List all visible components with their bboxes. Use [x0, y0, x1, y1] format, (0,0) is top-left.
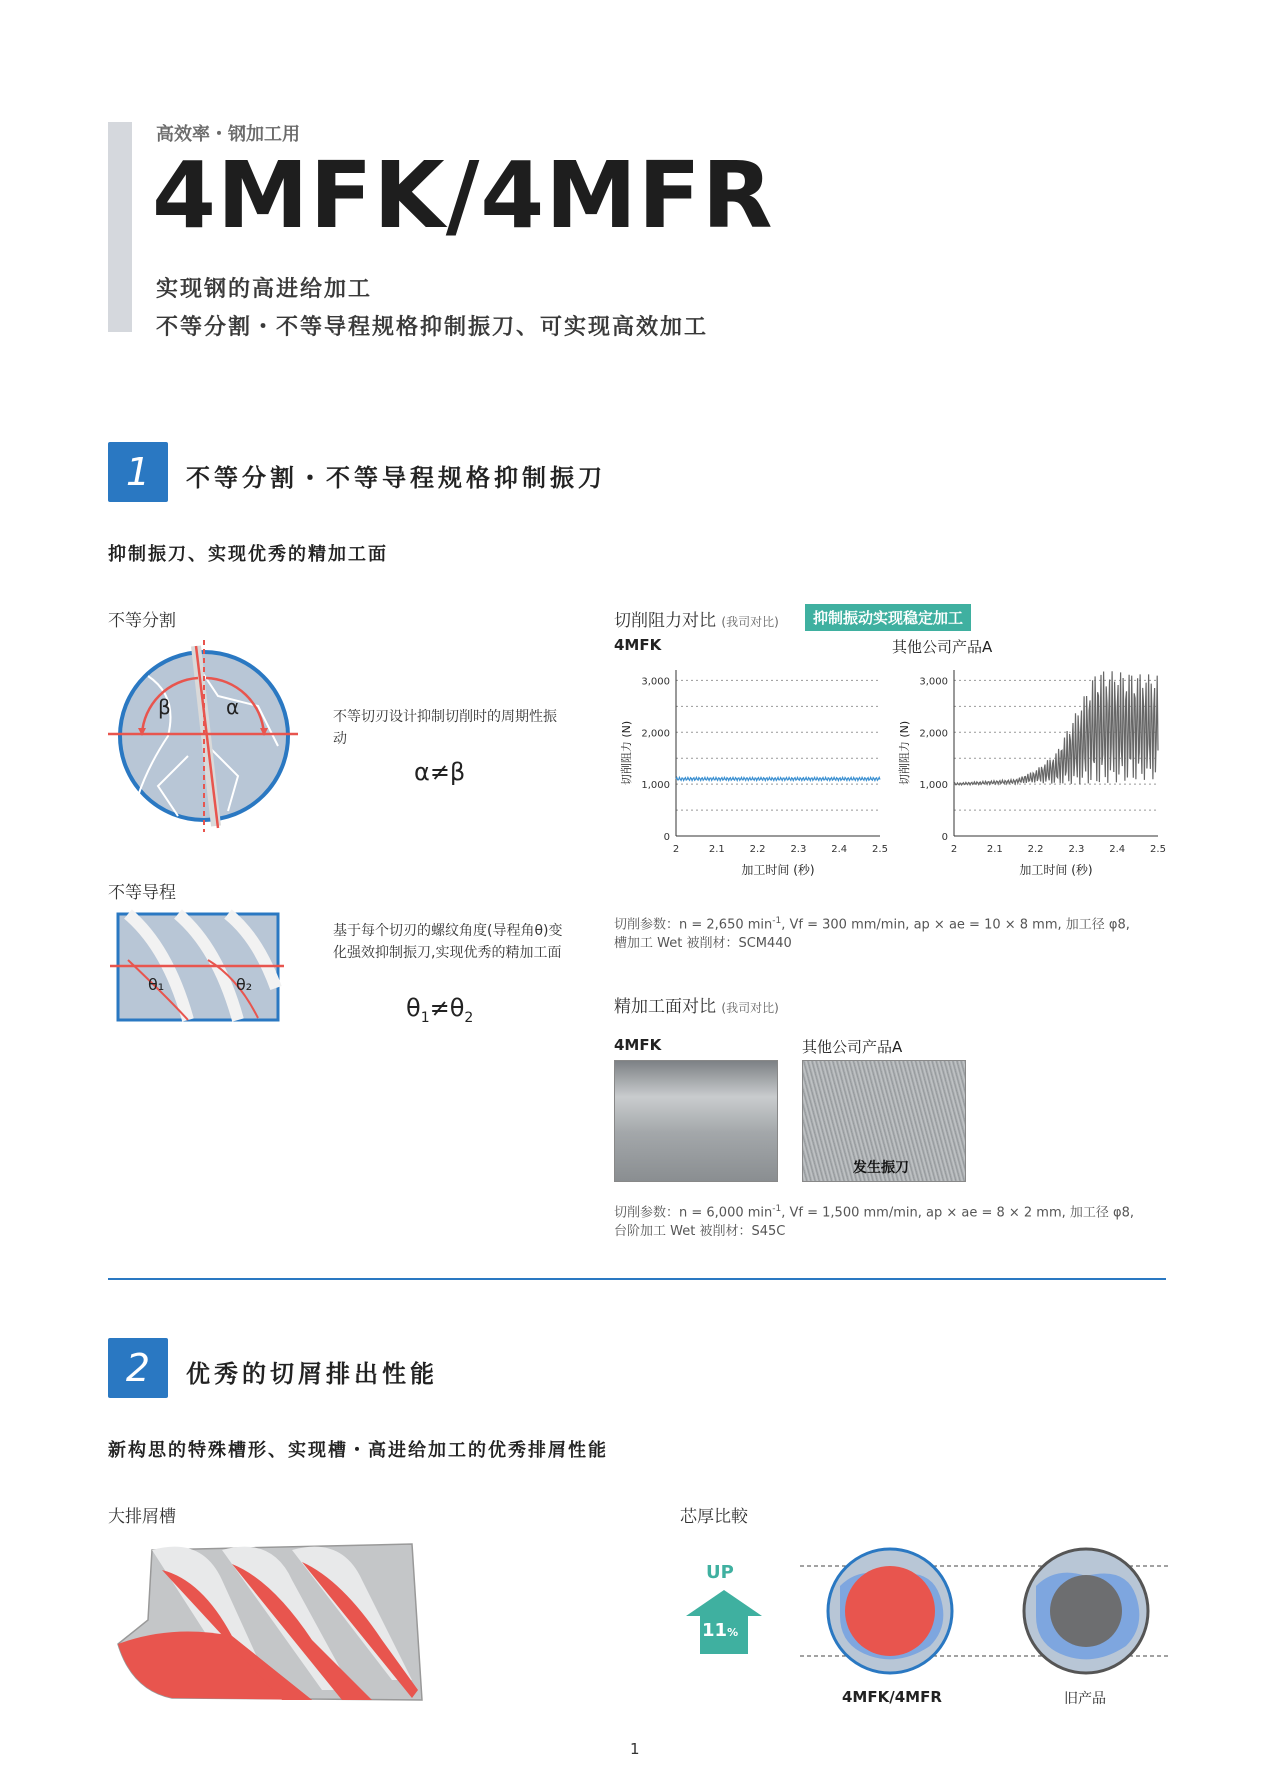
page-title: 4MFK/4MFR: [152, 142, 774, 249]
up-label: UP: [706, 1562, 734, 1583]
theta2-symbol: θ₂: [236, 975, 253, 994]
y-tick-label: 1,000: [641, 780, 670, 792]
y-tick-label: 3,000: [919, 676, 948, 688]
x-tick-label: 2.5: [872, 844, 888, 855]
flute-diagram: [112, 1540, 430, 1708]
chatter-label: 发生振刀: [853, 1160, 909, 1176]
unequal-division-label: 不等分割: [108, 611, 176, 631]
core-compare-diagram: [800, 1546, 1170, 1676]
x-axis-label: 加工时间 (秒): [741, 863, 815, 877]
x-tick-label: 2.5: [1150, 844, 1166, 855]
unequal-division-formula: α≠β: [414, 758, 466, 786]
y-tick-label: 0: [663, 832, 670, 843]
unequal-division-diagram: [108, 636, 308, 836]
finish-compare-params: 切削参数：n = 6,000 $\min^{-1}$, Vf = 1,500 mm/min, ap × ae = 8 × 2 mm, 加工径 φ8, 台阶加工 Wet 被削材：S45C: [614, 1204, 1135, 1240]
x-tick-label: 2.2: [1027, 844, 1044, 855]
core-old-label: 旧产品: [1064, 1691, 1106, 1707]
x-tick-label: 2: [672, 844, 680, 855]
force-compare-tag: 抑制振动实现稳定加工: [805, 604, 971, 631]
series-line: [676, 777, 880, 780]
unequal-lead-diagram: [108, 908, 288, 1026]
x-tick-label: 2.3: [1068, 844, 1085, 855]
header-tagline-1: 实现钢的高进给加工: [156, 277, 373, 302]
unequal-lead-formula: $\theta_1\ne\theta_2$: [406, 994, 474, 1026]
unequal-division-desc: 不等切刃设计抑制切削时的周期性振动: [333, 709, 557, 747]
page-number: 1: [630, 1740, 640, 1758]
x-tick-label: 2: [950, 844, 958, 855]
alpha-symbol: α: [226, 695, 240, 719]
x-tick-label: 2.1: [708, 844, 725, 855]
y-tick-label: 1,000: [919, 780, 948, 792]
theta1-symbol: θ₁: [148, 975, 165, 994]
beta-symbol: β: [158, 695, 171, 719]
header-tagline-2: 不等分割・不等导程规格抑制振刀、可实现高效加工: [156, 315, 709, 340]
section-2-title: 优秀的切屑排出性能: [186, 1360, 438, 1388]
x-tick-label: 2.3: [790, 844, 807, 855]
finish-photo-competitor: [802, 1060, 966, 1182]
section-2-lead: 新构思的特殊槽形、实现槽・高进给加工的优秀排屑性能: [108, 1440, 608, 1461]
x-tick-label: 2.4: [831, 844, 848, 855]
up-value: 11%: [702, 1620, 739, 1641]
force-compare-params: 切削参数：n = 2,650 $\min^{-1}$, Vf = 300 mm/min, ap × ae = 10 × 8 mm, 加工径 φ8, 槽加工 Wet 被削材：SCM440: [614, 916, 1130, 952]
chart-4mfk: [614, 660, 894, 882]
section-1-title: 不等分割・不等导程规格抑制振刀: [186, 464, 606, 492]
y-tick-label: 3,000: [641, 676, 670, 688]
series-line: [954, 671, 1158, 785]
y-axis-label: 切削阻力 (N): [898, 720, 911, 786]
x-tick-label: 2.2: [749, 844, 766, 855]
unequal-lead-label: 不等导程: [108, 883, 176, 903]
x-tick-label: 2.1: [986, 844, 1003, 855]
y-tick-label: 2,000: [641, 728, 670, 740]
core-label: 芯厚比較: [680, 1507, 748, 1527]
header-accent-bar: [108, 122, 132, 332]
x-axis-label: 加工时间 (秒): [1019, 863, 1093, 877]
force-compare-title: 切削阻力对比 (我司对比): [614, 611, 779, 631]
chart-a-title: 4MFK: [614, 636, 662, 654]
core-new-label: 4MFK/4MFR: [842, 1688, 942, 1706]
chart-competitor-a: [892, 660, 1172, 882]
finish-label-b: 其他公司产品A: [802, 1038, 903, 1056]
unequal-lead-desc: 基于每个切刃的螺纹角度(导程角θ)变化强效抑制振刀,实现优秀的精加工面: [333, 923, 563, 961]
section-2-number: 2: [108, 1338, 168, 1398]
y-tick-label: 2,000: [919, 728, 948, 740]
x-tick-label: 2.4: [1109, 844, 1126, 855]
finish-photo-4mfk: [614, 1060, 778, 1182]
chart-b-title: 其他公司产品A: [892, 638, 993, 656]
y-tick-label: 0: [941, 832, 948, 843]
header-subtitle: 高效率・钢加工用: [156, 124, 300, 145]
section-1-number: 1: [108, 442, 168, 502]
y-axis-label: 切削阻力 (N): [620, 720, 633, 786]
finish-label-a: 4MFK: [614, 1036, 662, 1054]
finish-compare-title: 精加工面对比 (我司对比): [614, 997, 779, 1017]
section-1-lead: 抑制振刀、实现优秀的精加工面: [108, 544, 388, 565]
section-divider: [108, 1278, 1166, 1280]
flute-label: 大排屑槽: [108, 1507, 176, 1527]
